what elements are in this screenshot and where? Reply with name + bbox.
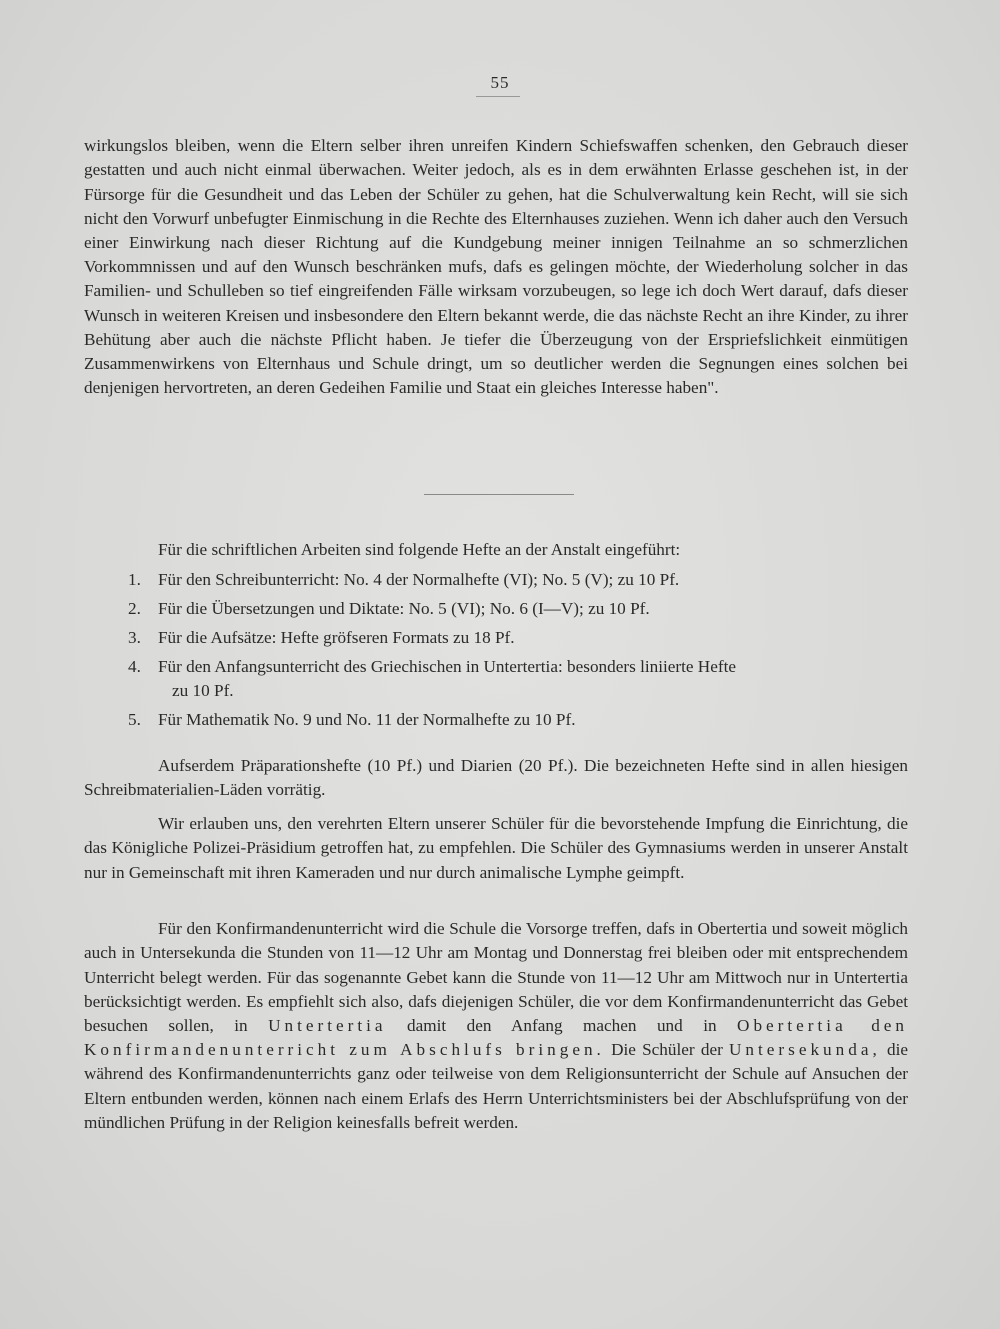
- list-item: [84, 708, 908, 732]
- confirmation-text-1: Für den Konfirmandenunterricht wird die Schule die Vorsorge treffen, dafs in Obertertia und soweit möglich auch in Untersekunda die Stunden von 11—12 Uhr am Montag und Donnerstag frei bleiben oder mit entsprechendem Unterricht belegt werden. Für das sogenannte Gebet kann die Stunde von 11—12 Uhr am Mittwoch nur in Untertertia berücksichtigt werden. Es empfiehlt sich also, dafs diejenigen Schüler, die vor dem Konfirmandenunterricht das Gebet besuchen sollen, in: [84, 919, 908, 1035]
- list-item: [84, 597, 908, 621]
- paragraph-confirmation: [84, 917, 908, 1135]
- list-item-text: Für den Anfangsunterricht des Griechischen in Untertertia: besonders liniierte Hefte: [158, 657, 736, 676]
- notebooks-intro: Für die schriftlichen Arbeiten sind folgende Hefte an der Anstalt eingeführt:: [158, 540, 681, 559]
- list-item: [84, 568, 908, 592]
- list-item-continuation: zu 10 Pf.: [172, 681, 234, 700]
- list-item: [84, 626, 908, 650]
- list-item-text: Für Mathematik No. 9 und No. 11 der Normalhefte zu 10 Pf.: [158, 710, 576, 729]
- confirmation-text-4: die während des Konfirmandenunterrichts ganz oder teilweise von dem Religionsunterricht der Schule auf Ansuchen der Eltern entbunden werden, können nach einem Erlafs des Herrn Unterrichtsministers bei der Abschlufsprüfung von der mündlichen Prüfung in der Religion keinesfalls befreit werden.: [84, 1040, 909, 1132]
- page-number-rule: [476, 96, 520, 97]
- emphasis-obertertia: Obertertia den Konfirmandenunterricht zum Abschlufs bringen.: [84, 1016, 909, 1060]
- section-separator: [424, 494, 574, 495]
- list-item-text: Für den Schreibunterricht: No. 4 der Normalhefte (VI); No. 5 (V); zu 10 Pf.: [158, 570, 680, 589]
- list-item-number: 3.: [128, 628, 141, 647]
- emphasis-untertertia: Untertertia: [268, 1016, 387, 1035]
- paragraph-decree-conclusion: wirkungslos bleiben, wenn die Eltern selber ihren unreifen Kindern Schiefswaffen schenken, den Gebrauch dieser gestatten und auch nicht einmal überwachen. Weiter jedoch, als es in dem erwähnten Erlasse geschehen ist, in der Fürsorge für die Gesundheit und das Leben der Schüler zu gehen, hat die Schulverwaltung kein Recht, will sie sich nicht den Vorwurf unbefugter Einmischung in die Rechte des Elternhauses zuziehen. Wenn ich daher auch den Versuch einer Einwirkung nach dieser Richtung auf die Kundgebung meiner innigen Teilnahme an so schmerzlichen Vorkommnissen und auf den Wunsch beschränken mufs, dafs es gelingen möchte, der Wiederholung solcher in das Familien- und Schulleben so tief eingreifenden Fälle wirksam vorzubeugen, so lege ich doch Wert darauf, dafs dieser Wunsch in weiteren Kreisen und insbesondere den Eltern bekannt werde, die das nächste Recht an ihre Kinder, zu ihrer Behütung aber auch die nächste Pflicht haben. Je tiefer die Überzeugung von der Erspriefslichkeit einmütigen Zusammenwirkens von Elternhaus und Schule dringt, um so deutlicher werden die Segnungen eines solchen bei denjenigen hervortreten, an deren Gedeihen Familie und Staat ein gleiches Interesse haben".: [84, 136, 908, 398]
- notebooks-list: [84, 568, 908, 737]
- confirmation-text-3: Die Schüler der: [604, 1040, 730, 1060]
- paragraph-notebooks-extra: Aufserdem Präparationshefte (10 Pf.) und Diarien (20 Pf.). Die bezeichneten Hefte sind in allen hiesigen Schreibmaterialien-Läden vorrätig.: [84, 756, 908, 800]
- list-item-number: 2.: [128, 599, 141, 618]
- confirmation-text-2: damit den Anfang machen und in: [386, 1016, 738, 1035]
- list-item-number: 4.: [128, 657, 141, 676]
- list-item-number: 1.: [128, 570, 141, 589]
- page-number: 55: [490, 73, 510, 92]
- list-item-text: Für die Aufsätze: Hefte gröfseren Formats zu 18 Pf.: [158, 628, 515, 647]
- emphasis-untersekunda: Untersekunda,: [729, 1040, 881, 1060]
- list-item-number: 5.: [128, 710, 141, 729]
- list-item-text: Für die Übersetzungen und Diktate: No. 5 (VI); No. 6 (I—V); zu 10 Pf.: [158, 599, 650, 618]
- paragraph-vaccination: Wir erlauben uns, den verehrten Eltern unserer Schüler für die bevorstehende Impfung die Einrichtung, die das Königliche Polizei-Präsidium getroffen hat, zu empfehlen. Die Schüler des Gymnasiums werden in unserer Anstalt nur in Gemeinschaft mit ihren Kameraden und nur durch animalische Lymphe geimpft.: [84, 814, 908, 882]
- list-item: [84, 655, 908, 703]
